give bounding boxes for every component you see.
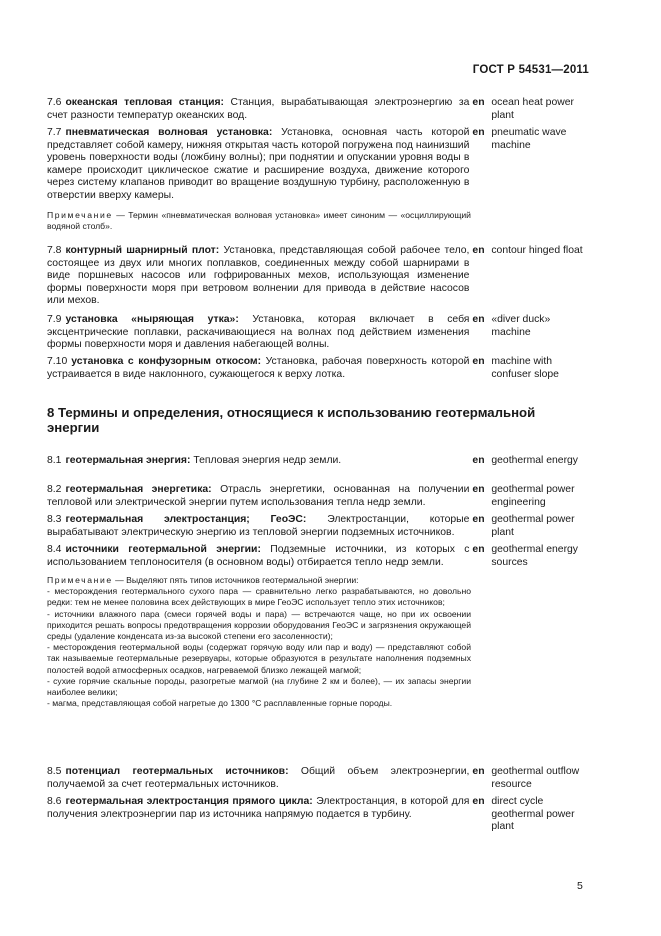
term-definition: Электростанция, в которой для получения электроэнергии пар из источника напрямую подается в турбину. (47, 796, 470, 820)
term-name: установка «ныряющая утка»: (65, 314, 239, 325)
term-number: 8.3 (47, 514, 62, 525)
term-definition: Подземные источники, из которых с использованием теплоносителя (в основном воды) отбирается тепло недр земли. (47, 544, 470, 568)
term-definition: Общий объем электроэнергии, получаемой за счет геотермальных источников. (47, 766, 470, 790)
term-name: установка с конфузорным откосом: (71, 356, 262, 367)
note-item: - источники влажного пара (смеси горячей воды и пара) — встречаются чаще, но при их освоении приходится решать вопросы предотвращения коррозии оборудования ГеоЭС и загрязнения окружающей среды (удаление конденсата из-за высокой степени его засоленности); (47, 608, 471, 642)
term-name: контурный шарнирный плот: (65, 245, 220, 256)
english-equivalent: contour hinged float (491, 245, 583, 256)
term-entry-8-3 (47, 514, 587, 539)
note-8-4 (47, 575, 471, 709)
term-name: геотермальная энергетика: (65, 484, 212, 495)
lang-code: en (472, 356, 485, 367)
term-definition: Установка, которая включает в себя эксцентрические поплавки, раскачивающиеся на волнах под действием изменения формы поверхности моря и давления набегающей волны. (47, 314, 470, 351)
term-name: геотермальная энергия: (65, 455, 191, 466)
term-entry-7-10 (47, 356, 587, 381)
lang-code: en (472, 97, 485, 108)
term-definition: Тепловая энергия недр земли. (190, 455, 342, 466)
note-item: - месторождения геотермальной воды (содержат горячую воду или пар и воду) — представляют собой так называемые геотермальные резервуары, которые образуются в результате наполнения подземных полостей водой атмосферных осадков, нагреваемой близко лежащей магмой; (47, 642, 471, 675)
term-number: 7.9 (47, 314, 62, 325)
note-text: — Термин «пневматическая волновая установка» имеет синоним — «осциллирующий водяной столб». (47, 210, 471, 232)
term-entry-7-7 (47, 127, 587, 203)
lang-code: en (472, 484, 485, 495)
term-number: 8.6 (47, 796, 62, 807)
term-number: 7.10 (47, 356, 68, 367)
term-definition: Установка, основная часть которой представляет собой камеру, нижняя открытая часть которой погружена под наинизший уровень поверхности воды (ложбину волны); при поднятии и опускании уровня воды в камере происходит циклическое сжатие и расширение воздуха, движение которого через систему клапанов приводит во вращение воздушную турбину, расположенную в отверстии вверху камеры. (47, 127, 470, 201)
page-number: 5 (577, 880, 583, 892)
lang-code: en (472, 544, 485, 555)
note-label: Примечание (47, 575, 113, 585)
doc-code: ГОСТ Р 54531—2011 (472, 64, 589, 76)
note-intro: — Выделяют пять типов источников геотермальной энергии: (112, 575, 359, 585)
english-equivalent: geothermal energy sources (491, 544, 579, 568)
term-definition: Установка, представляющая собой рабочее тело, состоящее из двух или многих поплавков, соединенных между собой шарнирами в виде поршневых насосов или гофрированных мехов, использующая изменение формы поверхности моря при ветровом волнении для привода в действие насосов или мехов. (47, 245, 470, 307)
term-entry-7-9 (47, 314, 587, 352)
term-number: 8.1 (47, 455, 62, 466)
lang-code: en (472, 455, 485, 466)
english-equivalent: direct cycle geothermal power plant (491, 796, 575, 833)
lang-code: en (472, 314, 485, 325)
term-entry-8-4 (47, 544, 587, 569)
note-item: - месторождения геотермального сухого пара — сравнительно легко разрабатываются, но довольно редки: тем не менее половина всех действующих в мире ГеоЭС использует тепло этих источников; (47, 586, 471, 608)
term-name: океанская тепловая станция: (65, 97, 224, 108)
term-name: геотермальная электростанция; ГеоЭС: (65, 514, 307, 525)
term-entry-7-6 (47, 97, 587, 122)
english-equivalent: machine with confuser slope (491, 356, 559, 380)
term-definition: Отрасль энергетики, основанная на получении тепловой или электрической энергии путем использования тепла недр земли. (47, 484, 470, 508)
lang-code: en (472, 514, 485, 525)
lang-code: en (472, 245, 485, 256)
term-entry-7-8 (47, 245, 587, 308)
term-number: 7.6 (47, 97, 62, 108)
term-definition: Электростанции, которые вырабатывают электрическую энергию из тепловой энергии подземных источников. (47, 514, 470, 538)
term-entry-8-1 (47, 455, 587, 468)
term-name: геотермальная электростанция прямого цикла: (65, 796, 313, 807)
english-equivalent: geothermal power engineering (491, 484, 575, 508)
lang-code: en (472, 796, 485, 807)
section-title: 8 Термины и определения, относящиеся к использованию геотермальной энергии (47, 405, 536, 435)
english-equivalent: geothermal energy (491, 455, 579, 466)
note-7-7 (47, 210, 471, 232)
lang-code: en (472, 766, 485, 777)
term-entry-8-6 (47, 796, 587, 834)
term-entry-8-2 (47, 484, 587, 509)
term-entry-8-5 (47, 766, 587, 791)
note-item: - сухие горячие скальные породы, разогретые магмой (на глубине 2 км и более), — их запасы энергии наиболее велики; (47, 675, 471, 698)
note-label: Примечание (47, 210, 113, 220)
term-name: источники геотермальной энергии: (65, 544, 261, 555)
term-name: пневматическая волновая установка: (65, 127, 273, 138)
term-number: 8.5 (47, 766, 62, 777)
term-definition: Установка, рабочая поверхность которой устраивается в виде наклонного, сужающегося к верху лотка. (47, 356, 470, 380)
term-number: 8.2 (47, 484, 62, 495)
term-number: 8.4 (47, 544, 62, 555)
english-equivalent: pneumatic wave machine (491, 127, 567, 151)
term-name: потенциал геотермальных источников: (65, 766, 289, 777)
term-definition: Станция, вырабатывающая электроэнергию за счет разности температур океанских вод. (47, 97, 470, 121)
english-equivalent: geothermal outflow resource (491, 766, 580, 790)
note-item: - магма, представляющая собой нагретые до 1300 °С расплавленные горные породы. (47, 698, 393, 709)
english-equivalent: geothermal power plant (491, 514, 575, 538)
english-equivalent: «diver duck» machine (491, 314, 551, 338)
english-equivalent: ocean heat power plant (491, 97, 574, 121)
lang-code: en (472, 127, 485, 138)
term-number: 7.7 (47, 127, 62, 138)
term-number: 7.8 (47, 245, 62, 256)
